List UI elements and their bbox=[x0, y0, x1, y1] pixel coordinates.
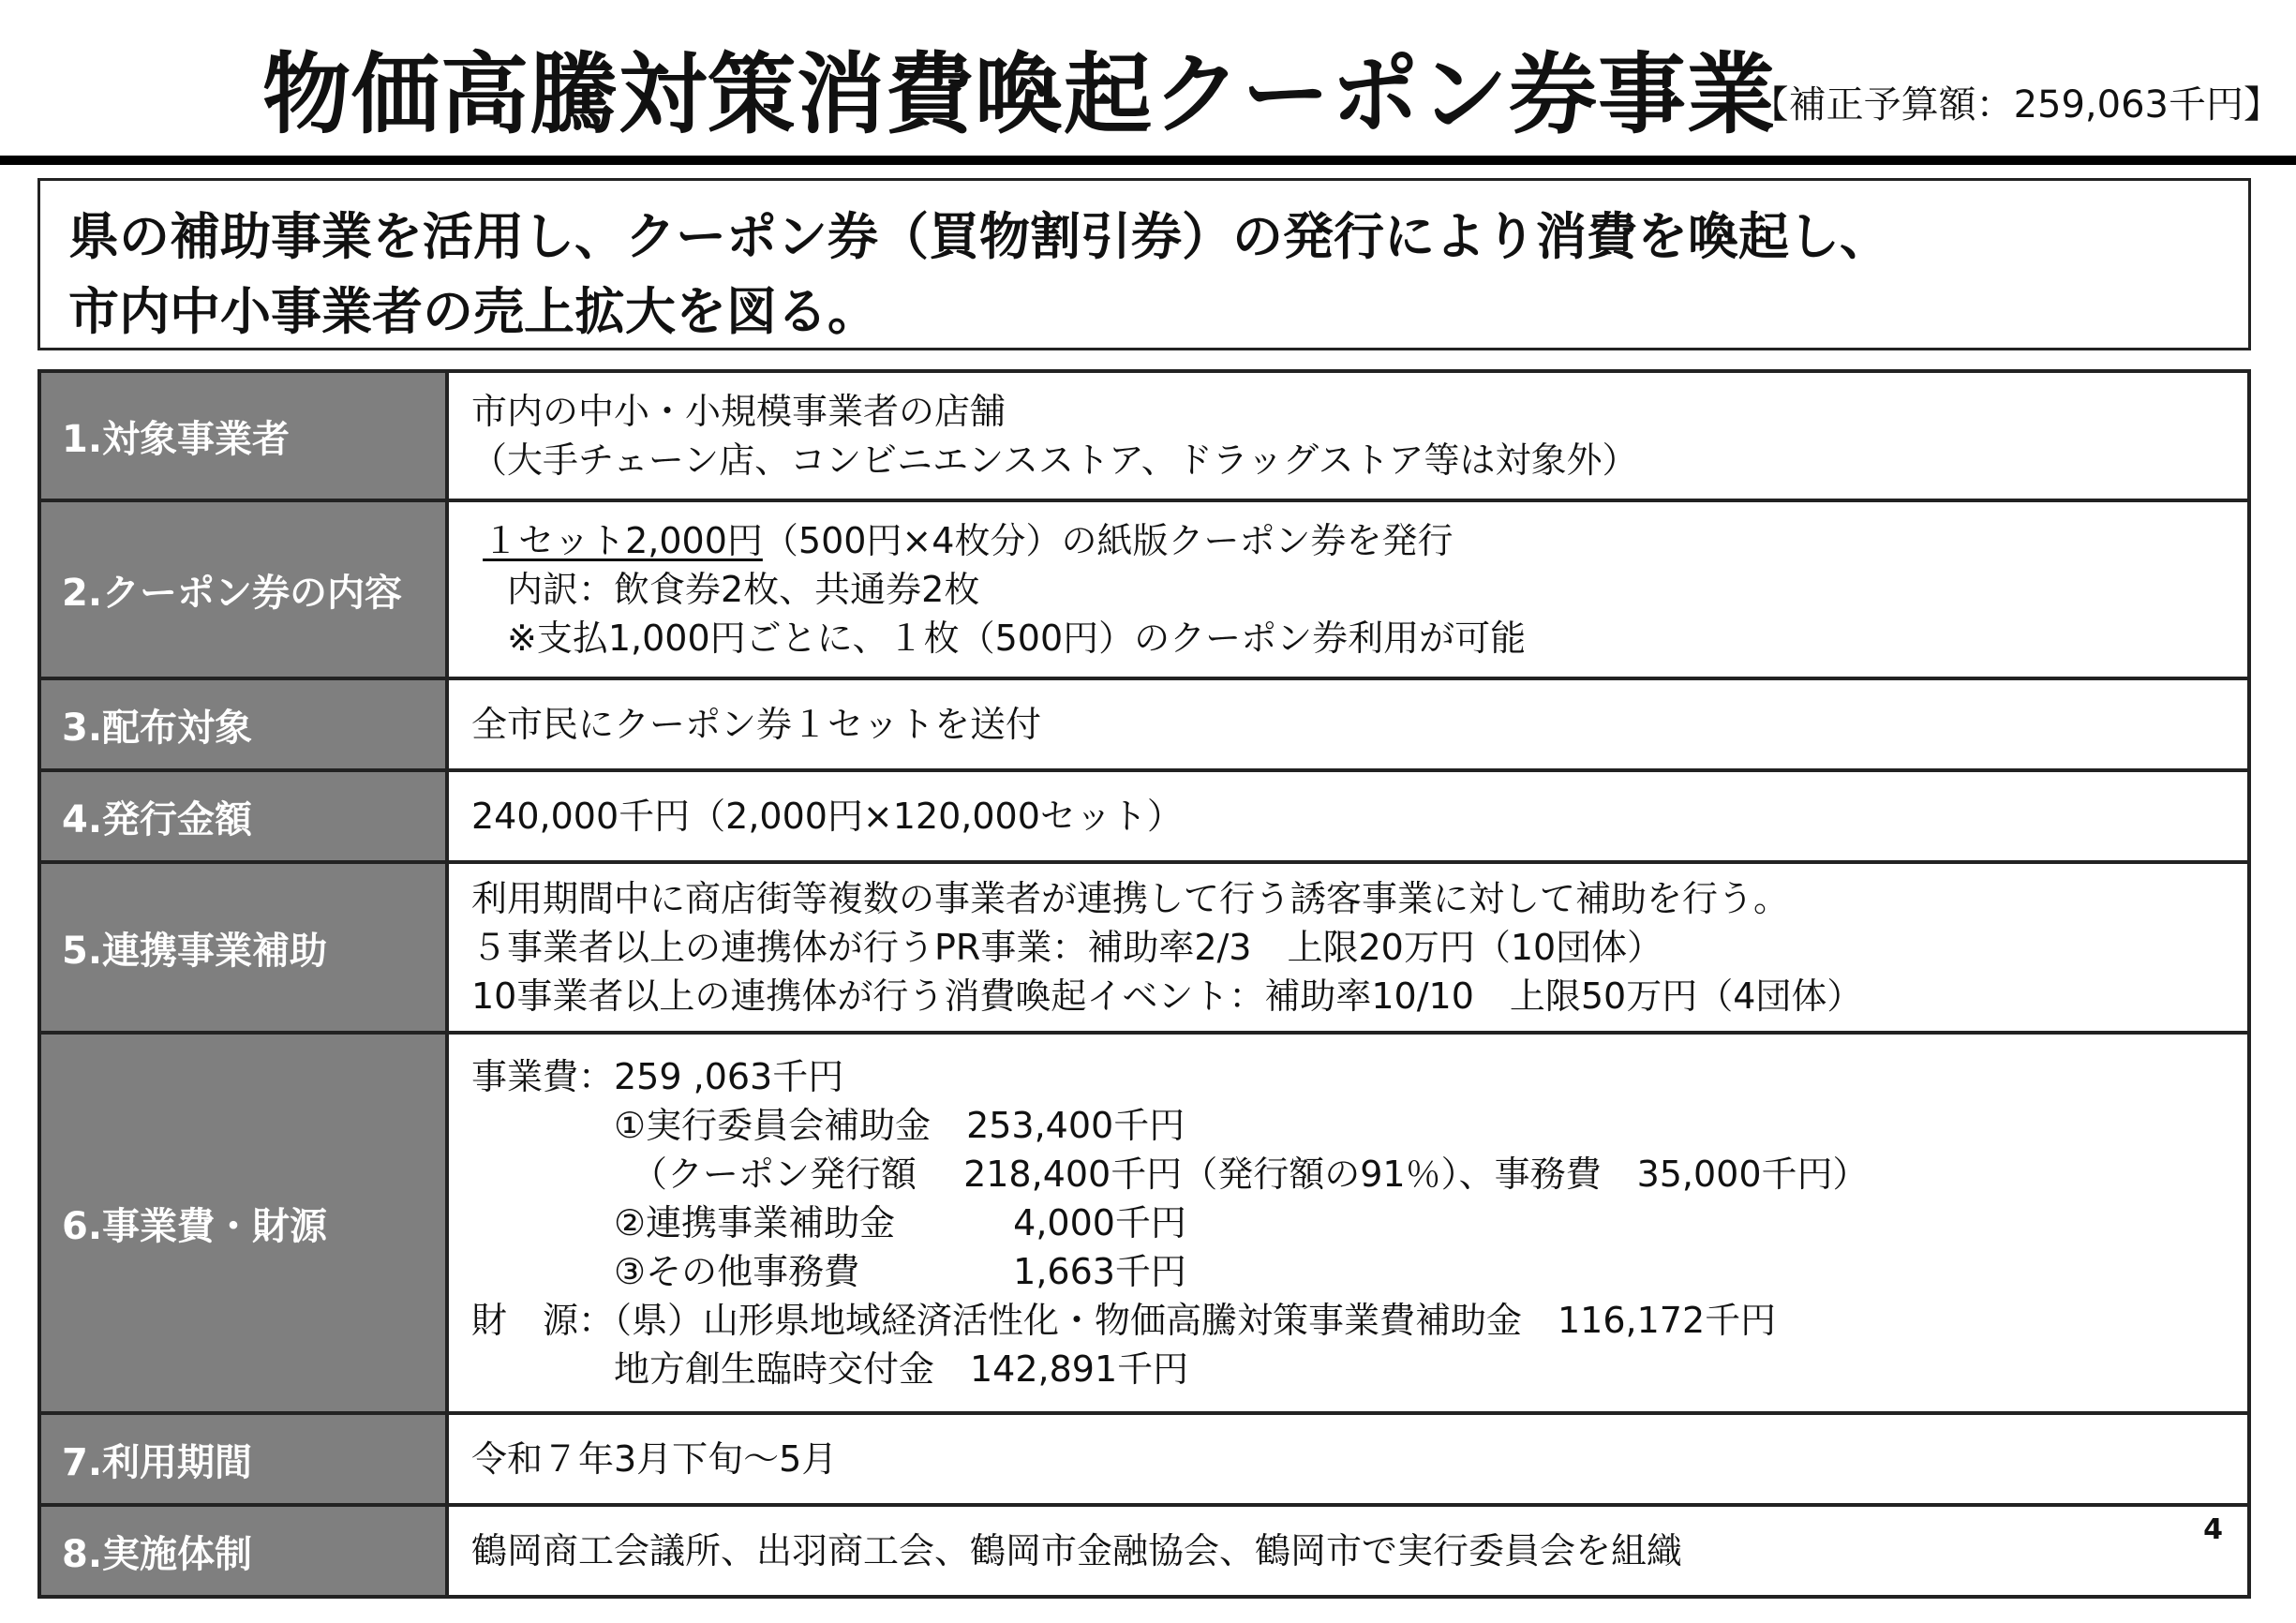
row-content-distribution bbox=[449, 680, 2251, 768]
row-content-organization bbox=[449, 1507, 2251, 1595]
row-label-target-businesses: 1.対象事業者 bbox=[41, 373, 449, 499]
row-label-coupon-content: 2.クーポン券の内容 bbox=[41, 502, 449, 677]
content-line: （大手チェーン店、コンビニエンスストア、ドラッグストア等は対象外） bbox=[471, 439, 1638, 481]
content-line: ※支払1,000円ごとに、１枚（500円）のクーポン券利用が可能 bbox=[471, 618, 1527, 659]
summary-line: 県の補助事業を活用し、クーポン券（買物割引券）の発行により消費を喚起し、 bbox=[68, 207, 1890, 266]
title-divider bbox=[0, 156, 2296, 165]
table-row bbox=[41, 1415, 2251, 1507]
content-line: 財 源：（県）山形県地域経済活性化・物価高騰対策事業費補助金 116,172千円 bbox=[471, 1300, 1777, 1341]
table-row bbox=[41, 680, 2251, 772]
page-title: 物価高騰対策消費喚起クーポン券事業 bbox=[262, 44, 1777, 146]
row-label-organization: 8.実施体制 bbox=[41, 1507, 449, 1595]
set-price-underlined: １セット2,000円 bbox=[483, 520, 763, 561]
content-line: 市内の中小・小規模事業者の店舗 bbox=[471, 391, 1006, 432]
set-price-detail: （500円×4枚分）の紙版クーポン券を発行 bbox=[762, 520, 1454, 561]
content-line: ５事業者以上の連携体が行うPR事業：補助率2/3 上限20万円（10団体） bbox=[471, 927, 1663, 968]
content-line: 地方創生臨時交付金 142,891千円 bbox=[471, 1348, 1189, 1390]
content-line: ②連携事業補助金 4,000千円 bbox=[471, 1202, 1186, 1243]
summary-box bbox=[37, 178, 2251, 350]
row-label-budget-funding: 6.事業費・財源 bbox=[41, 1035, 449, 1411]
table-row bbox=[41, 864, 2251, 1035]
content-line: ①実行委員会補助金 253,400千円 bbox=[471, 1105, 1185, 1146]
table-row bbox=[41, 1035, 2251, 1415]
content-line: 10事業者以上の連携体が行う消費喚起イベント：補助率10/10 上限50万円（4団体） bbox=[471, 975, 1863, 1017]
details-table bbox=[37, 369, 2251, 1599]
table-row bbox=[41, 502, 2251, 680]
row-label-partnership-subsidy: 5.連携事業補助 bbox=[41, 864, 449, 1031]
content-line bbox=[471, 516, 2225, 565]
set-price-prefix bbox=[471, 520, 483, 561]
summary-line: 市内中小事業者の売上拡大を図る。 bbox=[68, 282, 878, 341]
content-line: 全市民にクーポン券１セットを送付 bbox=[471, 704, 1042, 745]
content-line: 鶴岡商工会議所、出羽商工会、鶴岡市金融協会、鶴岡市で実行委員会を組織 bbox=[471, 1530, 1683, 1571]
row-content-issue-amount bbox=[449, 772, 2251, 860]
row-label-distribution: 3.配布対象 bbox=[41, 680, 449, 768]
table-row bbox=[41, 1507, 2251, 1599]
row-label-usage-period: 7.利用期間 bbox=[41, 1415, 449, 1503]
content-line: （クーポン発行額 218,400千円（発行額の91％）、事務費 35,000千円） bbox=[471, 1154, 1869, 1195]
content-line: ③その他事務費 1,663千円 bbox=[471, 1251, 1186, 1292]
content-line: 事業費：259 ,063千円 bbox=[471, 1056, 844, 1097]
content-line: 240,000千円（2,000円×120,000セット） bbox=[471, 796, 1183, 837]
row-content-partnership-subsidy bbox=[449, 864, 2251, 1031]
row-label-issue-amount: 4.発行金額 bbox=[41, 772, 449, 860]
budget-amount: 【補正予算額：259,063千円】 bbox=[1751, 83, 2281, 127]
page-number: 4 bbox=[2203, 1513, 2223, 1546]
content-line: 令和７年3月下旬～5月 bbox=[471, 1438, 838, 1480]
content-line: 内訳：飲食券2枚、共通券2枚 bbox=[471, 569, 980, 610]
row-content-target-businesses bbox=[449, 373, 2251, 499]
content-line: 利用期間中に商店街等複数の事業者が連携して行う誘客事業に対して補助を行う。 bbox=[471, 878, 1790, 919]
table-row bbox=[41, 772, 2251, 864]
table-row bbox=[41, 373, 2251, 502]
row-content-budget-funding bbox=[449, 1035, 2251, 1411]
row-content-usage-period bbox=[449, 1415, 2251, 1503]
row-content-coupon-content bbox=[449, 502, 2251, 677]
